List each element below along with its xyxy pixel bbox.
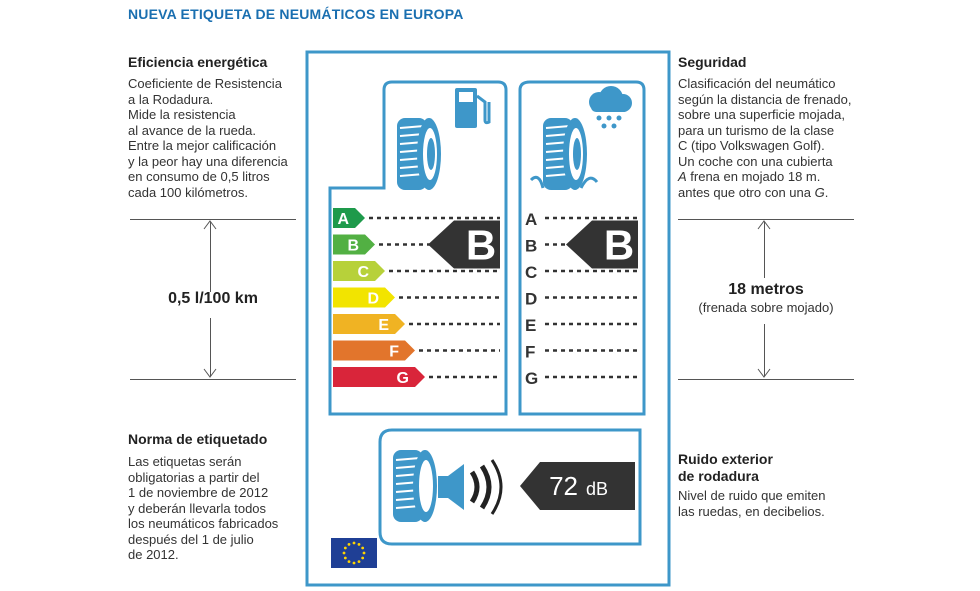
eu-star xyxy=(348,543,351,546)
wet-class-label: B xyxy=(525,236,538,256)
eu-star xyxy=(361,547,364,550)
eu-star xyxy=(348,560,351,563)
noise-value: 72 xyxy=(549,471,578,501)
noise-value-indicator xyxy=(520,462,635,510)
eu-flag-icon xyxy=(331,538,377,568)
noise-unit: dB xyxy=(586,479,609,499)
tire-icon xyxy=(397,118,441,190)
eu-star xyxy=(344,557,347,560)
wet-class-label: C xyxy=(525,263,538,282)
braking-distance-caption: (frenada sobre mojado) xyxy=(698,300,834,315)
noise-text: Nivel de ruido que emiten las ruedas, en decibelios. xyxy=(678,488,826,519)
fuel-class-label: E xyxy=(378,317,389,334)
wet-class-label: G xyxy=(525,369,539,388)
eu-star xyxy=(358,543,361,546)
safety-title: Seguridad xyxy=(678,54,747,70)
eu-star xyxy=(358,560,361,563)
wet-class-label: E xyxy=(525,316,537,335)
fuel-difference-value: 0,5 l/100 km xyxy=(168,290,258,307)
labeling-rule-title: Norma de etiquetado xyxy=(128,431,268,447)
eu-star xyxy=(353,542,356,545)
fuel-class-label: A xyxy=(337,211,349,228)
labeling-rule-text: Las etiquetas serán obligatorias a partir del 1 de noviembre de 2012 y deberán llevarla todos los neumáticos fabricados después del 1 de julio de 2012. xyxy=(128,454,279,562)
braking-distance-value: 18 metros xyxy=(728,281,804,298)
fuel-class-label: C xyxy=(357,264,369,281)
safety-text: Clasificación del neumático según la distancia de frenado, sobre una superficie mojada, para un turismo de la clase C (tipo Volkswagen Golf). Un coche con una cubierta A frena en mojado 18 m. antes que otro con una G. xyxy=(678,76,852,200)
rating-letter: B xyxy=(465,221,497,269)
wet-class-label: D xyxy=(525,289,538,309)
eu-star xyxy=(363,552,366,555)
rating-letter: B xyxy=(603,221,635,269)
energy-efficiency-title: Eficiencia energética xyxy=(128,54,268,70)
wet-class-label: A xyxy=(525,210,538,229)
fuel-class-label: G xyxy=(396,370,409,387)
eu-star xyxy=(361,557,364,560)
eu-star xyxy=(343,552,346,555)
fuel-class-label: B xyxy=(347,237,359,255)
eu-star xyxy=(344,547,347,550)
wet-class-label: F xyxy=(525,342,536,362)
eu-star xyxy=(353,562,356,565)
energy-efficiency-text: Coeficiente de Resistencia a la Rodadura. Mide la resistencia al avance de la rueda. Entre la mejor calificación y la peor hay una diferencia en consumo de 0,5 litros cada 100 kilómetros. xyxy=(128,76,288,200)
fuel-class-label: D xyxy=(367,290,379,308)
page-title: NUEVA ETIQUETA DE NEUMÁTICOS EN EUROPA xyxy=(128,6,464,22)
fuel-class-label: F xyxy=(389,343,399,361)
tire-icon xyxy=(393,450,437,522)
noise-title: Ruido exterior de rodadura xyxy=(678,451,773,484)
